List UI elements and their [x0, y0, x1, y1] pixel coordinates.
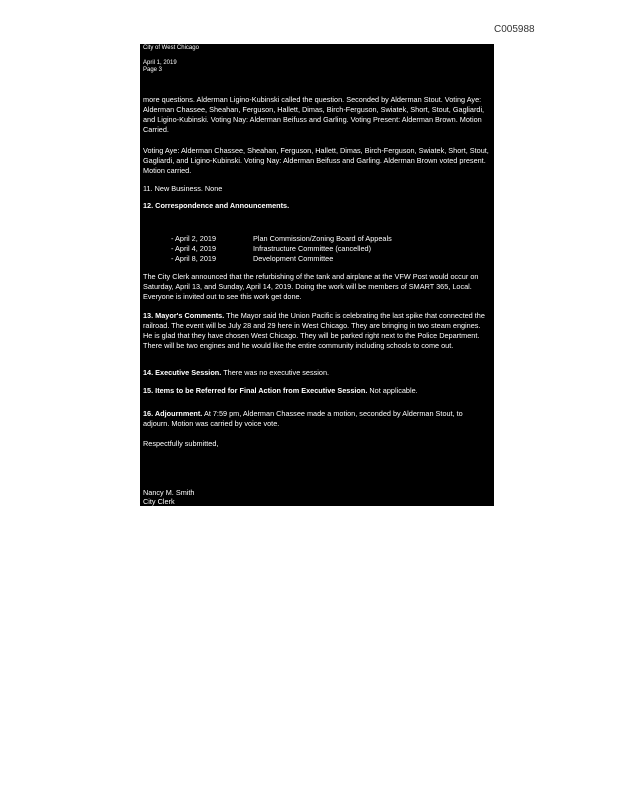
- header-page: Page 3: [143, 67, 163, 73]
- meeting-name: Development Committee: [253, 254, 334, 263]
- section-new-business: 11. New Business. None: [143, 184, 223, 193]
- document-id: C005988: [494, 24, 535, 35]
- adjournment-heading: 16. Adjournment.: [143, 409, 203, 418]
- header-date: April 1, 2019: [143, 60, 177, 66]
- vote-paragraph-1: more questions. Alderman Ligino-Kubinski called the question. Seconded by Alderman Stout. Voting Aye: Alderman Chassee, Sheahan, Ferguson, Hallett, Dimas, Birch-Ferguson, Swiatek, Short, Stout, Gagliardi, and Ligino-Kubinski. Voting Nay: Alderman Beifuss and Garling. Voting Present: Alderman Brown. Motion Carried.: [143, 95, 485, 134]
- section-mayor-comments: [143, 311, 489, 351]
- adjournment-body: At 7:59 pm, Alderman Chassee made a motion, seconded by Alderman Stout, to adjourn. Motion was carried by voice vote.: [143, 409, 463, 428]
- closing-line: Respectfully submitted,: [143, 439, 219, 448]
- executive-session-body: There was no executive session.: [223, 368, 330, 377]
- signature-name: Nancy M. Smith: [143, 488, 195, 497]
- items-referred-heading: 15. Items to be Referred for Final Action from Executive Session.: [143, 386, 368, 395]
- meeting-date: - April 2, 2019: [171, 234, 217, 243]
- section-correspondence-heading: 12. Correspondence and Announcements.: [143, 201, 290, 210]
- signature-title: City Clerk: [143, 497, 175, 506]
- meeting-name: Infrastructure Committee (cancelled): [253, 244, 372, 253]
- executive-session-heading: 14. Executive Session.: [143, 368, 222, 377]
- vote-paragraph-2: Voting Aye: Alderman Chassee, Sheahan, Ferguson, Hallett, Dimas, Birch-Ferguson, Swiatek, Short, Stout, Gagliardi, and Ligino-Kubinski. Voting Nay: Alderman Beifuss and Garling. Alderman Brown voted present. Motion carried.: [143, 146, 489, 175]
- minutes-page: [140, 44, 494, 506]
- clerk-announcement: The City Clerk announced that the refurbishing of the tank and airplane at the VFW Post would occur on Saturday, April 13, and Sunday, April 14, 2019. Doing the work will be members of SMART 365, Local. Everyone is invited out to see this work get done.: [143, 272, 479, 301]
- header-city: City of West Chicago: [143, 45, 199, 51]
- meeting-date: - April 4, 2019: [171, 244, 217, 253]
- meeting-name: Plan Commission/Zoning Board of Appeals: [253, 234, 392, 243]
- items-referred-body: Not applicable.: [369, 386, 418, 395]
- meetings-list: [143, 234, 489, 264]
- mayor-comments-body: The Mayor said the Union Pacific is celebrating the last spike that connected the railroad. The event will be July 28 and 29 here in West Chicago. They are bringing in two steam engines. He is glad that they have chosen West Chicago. They will be parked right next to the Police Department. There will be two engines and he would like the entire community including schools to come out.: [143, 311, 485, 350]
- section-executive-session: [143, 368, 489, 378]
- section-adjournment: [143, 409, 489, 429]
- mayor-comments-heading: 13. Mayor's Comments.: [143, 311, 225, 320]
- meeting-date: - April 8, 2019: [171, 254, 217, 263]
- section-items-referred: [143, 386, 489, 396]
